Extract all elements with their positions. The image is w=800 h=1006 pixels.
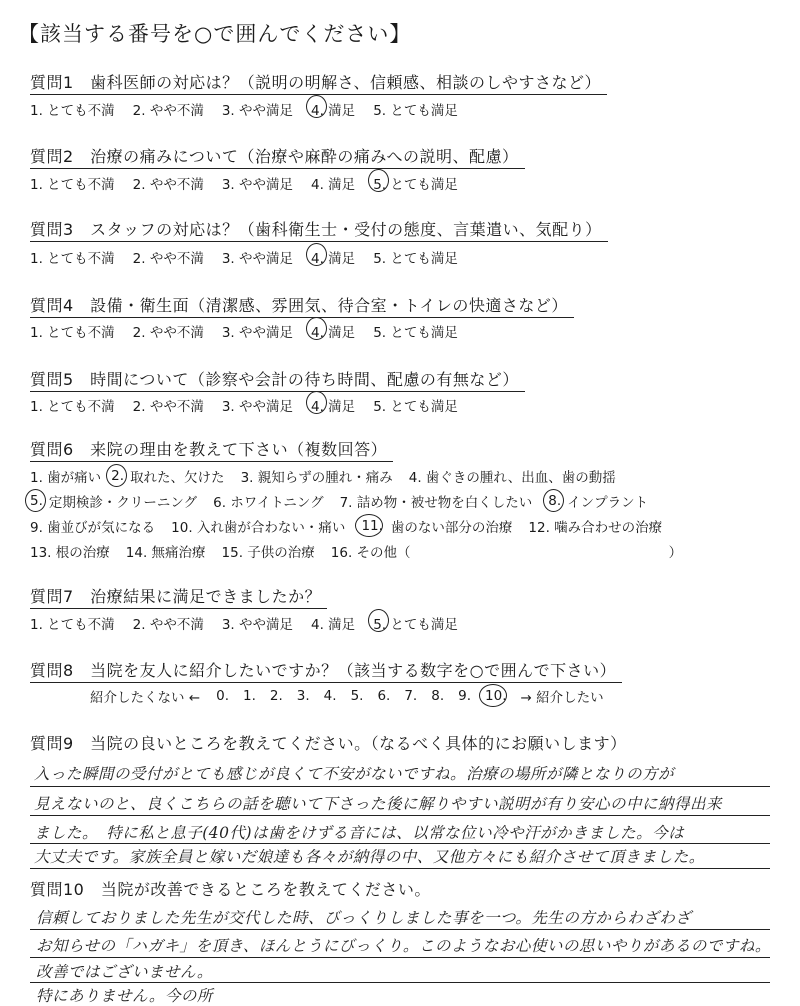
question-7-title: 質問7 治療結果に満足できましたか？ — [30, 584, 327, 609]
q1-option-5[interactable]: 5. とても満足 — [373, 103, 458, 119]
q1-option-4-circled[interactable]: 4. 満足 — [311, 99, 355, 119]
question-6-row-2 — [30, 491, 648, 511]
question-8-scale — [90, 686, 604, 706]
question-2-options — [30, 173, 476, 193]
q9-answer-line-1: 入った瞬間の受付がとても感じが良くて不安がないですね。治療の場所が隣となりの方が — [34, 765, 675, 783]
q7-option-2[interactable]: 2. やや不満 — [132, 617, 204, 633]
question-9-title: 質問9 当院の良いところを教えてください。（なるべく具体的にお願いします） — [30, 734, 627, 753]
q8-option-9[interactable]: 9. — [458, 688, 472, 704]
q5-option-4-circled[interactable]: 4. 満足 — [311, 395, 355, 415]
q4-option-2[interactable]: 2. やや不満 — [132, 325, 204, 341]
q1-option-3[interactable]: 3. やや満足 — [221, 103, 294, 119]
q4-option-3[interactable]: 3. やや満足 — [221, 325, 294, 341]
q6-option-4[interactable]: 4. 歯ぐきの腫れ、出血、歯の動揺 — [408, 470, 616, 486]
question-4-options — [30, 321, 476, 341]
q6-option-15[interactable]: 15. 子供の治療 — [221, 545, 315, 561]
q9-answer-line-4: 大丈夫です。家族全員と嫁いだ娘達も各々が納得の中、又他方々にも紹介させて頂きました。 — [34, 848, 705, 866]
q2-option-3[interactable]: 3. やや満足 — [221, 177, 294, 193]
q9-answer-line-3: ました。 特に私と息子(40代)は歯をけずる音には、以常な位い冷や汗がかきました。今は — [34, 824, 685, 842]
q3-option-1[interactable]: 1. とても不満 — [30, 251, 115, 267]
q8-option-0[interactable]: 0. — [216, 688, 229, 704]
q6-option-11-label: 歯のない部分の治療 — [390, 520, 513, 536]
q3-option-4-circled[interactable]: 4. 満足 — [311, 247, 355, 267]
q6-other-close-paren: ） — [668, 545, 683, 561]
question-1-options — [30, 99, 476, 119]
question-2-title: 質問2 治療の痛みについて（治療や麻酔の痛みへの説明、配慮） — [30, 144, 525, 169]
q6-option-14[interactable]: 14. 無痛治療 — [125, 545, 206, 561]
q3-option-3[interactable]: 3. やや満足 — [221, 251, 294, 267]
q6-option-16[interactable]: 16. その他（ — [330, 545, 411, 561]
question-6-row-1 — [30, 466, 616, 486]
q5-option-2[interactable]: 2. やや不満 — [132, 399, 204, 415]
q1-option-1[interactable]: 1. とても不満 — [30, 103, 115, 119]
question-8-title: 質問8 当院を友人に紹介したいですか？（該当する数字を○で囲んで下さい） — [30, 658, 622, 683]
q9-ruled-line-1 — [30, 786, 770, 787]
q6-option-11-circled[interactable]: 11. — [361, 518, 383, 534]
q5-option-3[interactable]: 3. やや満足 — [221, 399, 294, 415]
q8-option-7[interactable]: 7. — [404, 688, 418, 704]
q6-option-6[interactable]: 6. ホワイトニング — [213, 495, 324, 511]
q6-option-12[interactable]: 12. 噛み合わせの治療 — [528, 520, 663, 536]
q6-option-9[interactable]: 9. 歯並びが気になる — [30, 520, 156, 536]
question-7-options — [30, 613, 476, 633]
q4-option-5[interactable]: 5. とても満足 — [373, 325, 458, 341]
q5-option-1[interactable]: 1. とても不満 — [30, 399, 115, 415]
q3-option-2[interactable]: 2. やや不満 — [132, 251, 204, 267]
question-1-title: 質問1 歯科医師の対応は？（説明の明解さ、信頼感、相談のしやすさなど） — [30, 70, 607, 95]
question-6-row-4 — [30, 541, 682, 561]
q10-ruled-line-1 — [30, 929, 770, 930]
q8-option-10-circled[interactable]: 10. — [485, 688, 507, 704]
question-3-title: 質問3 スタッフの対応は？（歯科衛生士・受付の態度、言葉遣い、気配り） — [30, 217, 608, 242]
q9-ruled-line-2 — [30, 815, 770, 816]
q10-answer-line-4: 特にありません。今の所 — [36, 987, 213, 1005]
q2-option-2[interactable]: 2. やや不満 — [132, 177, 204, 193]
q10-ruled-line-2 — [30, 957, 770, 958]
q4-option-1[interactable]: 1. とても不満 — [30, 325, 115, 341]
q1-option-2[interactable]: 2. やや不満 — [132, 103, 204, 119]
q9-ruled-line-4 — [30, 868, 770, 869]
q5-option-5[interactable]: 5. とても満足 — [373, 399, 458, 415]
question-5-title: 質問5 時間について（診察や会計の待ち時間、配慮の有無など） — [30, 367, 525, 392]
page-title: 【該当する番号を○で囲んでください】 — [18, 22, 412, 46]
q2-option-4[interactable]: 4. 満足 — [311, 177, 356, 193]
question-6-row-3 — [30, 516, 662, 536]
question-4-title: 質問4 設備・衛生面（清潔感、雰囲気、待合室・トイレの快適さなど） — [30, 293, 574, 318]
q7-option-4[interactable]: 4. 満足 — [311, 617, 356, 633]
q6-option-8-label: インプラント — [567, 495, 649, 511]
q6-option-2-label: 取れた、欠けた — [130, 470, 225, 486]
q6-option-2-circled[interactable]: 2. — [111, 468, 125, 484]
q6-option-7[interactable]: 7. 詰め物・被せ物を白くしたい — [339, 495, 533, 511]
q9-ruled-line-3 — [30, 843, 770, 844]
q10-answer-line-1: 信頼しておりました先生が交代した時、びっくりしました事を一つ。先生の方からわざわざ — [36, 909, 692, 927]
q6-option-8-circled[interactable]: 8. — [548, 493, 562, 509]
q8-right-label: → 紹介したい — [520, 690, 604, 706]
q8-option-3[interactable]: 3. — [296, 688, 310, 704]
q8-option-5[interactable]: 5. — [350, 688, 364, 704]
q10-answer-line-3: 改善ではございません。 — [36, 963, 213, 981]
q2-option-1[interactable]: 1. とても不満 — [30, 177, 115, 193]
q10-answer-line-2: お知らせの「ハガキ」を頂き、ほんとうにびっくり。このようなお心使いの思いやりがあるのですね。 — [36, 937, 771, 955]
q6-option-3[interactable]: 3. 親知らずの腫れ・痛み — [240, 470, 393, 486]
q9-answer-line-2: 見えないのと、良くこちらの話を聴いて下さった後に解りやすい説明が有り安心の中に納得出来 — [34, 795, 723, 813]
q6-option-10[interactable]: 10. 入れ歯が合わない・痛い — [171, 520, 346, 536]
q7-option-5-circled[interactable]: 5. とても満足 — [373, 613, 458, 633]
q6-option-13[interactable]: 13. 根の治療 — [30, 545, 110, 561]
q2-option-5-circled[interactable]: 5. とても満足 — [373, 173, 458, 193]
q6-option-5-label: 定期検診・クリーニング — [48, 495, 198, 511]
q7-option-1[interactable]: 1. とても不満 — [30, 617, 115, 633]
q4-option-4-circled[interactable]: 4. 満足 — [311, 321, 355, 341]
q10-ruled-line-3 — [30, 982, 770, 983]
q6-option-5-circled[interactable]: 5. — [30, 493, 43, 509]
question-5-options — [30, 395, 476, 415]
question-3-options — [30, 247, 476, 267]
q6-option-1[interactable]: 1. 歯が痛い — [30, 470, 102, 486]
q7-option-3[interactable]: 3. やや満足 — [221, 617, 294, 633]
q8-option-1[interactable]: 1. — [243, 688, 256, 704]
question-10-title: 質問10 当院が改善できるところを教えてください。 — [30, 880, 431, 899]
question-6-title: 質問6 来院の理由を教えて下さい（複数回答） — [30, 437, 393, 462]
q8-option-6[interactable]: 6. — [377, 688, 391, 704]
q8-option-2[interactable]: 2. — [269, 688, 283, 704]
q8-option-4[interactable]: 4. — [323, 688, 337, 704]
q8-left-label: 紹介したくない ← — [90, 690, 201, 706]
q3-option-5[interactable]: 5. とても満足 — [373, 251, 458, 267]
q8-option-8[interactable]: 8. — [431, 688, 445, 704]
